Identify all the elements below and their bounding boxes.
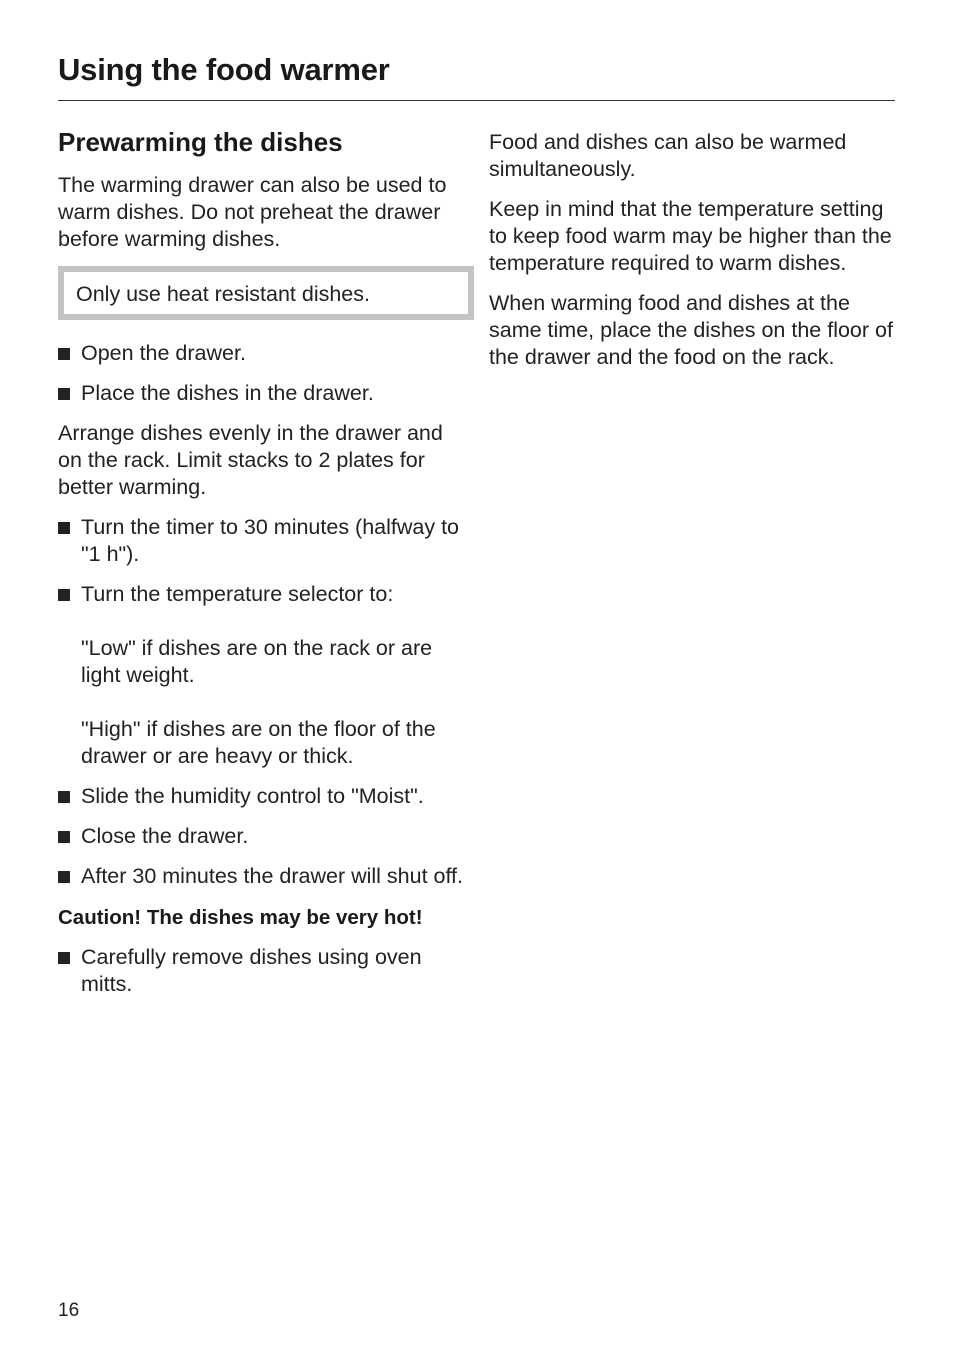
- page-title: Using the food warmer: [58, 52, 390, 87]
- list-item: [58, 783, 466, 810]
- right-paragraph: When warming food and dishes at the same time, place the dishes on the floor of the drawer and the food on the rack.: [489, 291, 893, 369]
- bullet-square-icon: [58, 348, 70, 360]
- list-item-text: Turn the timer to 30 minutes (halfway to "1 h").: [81, 515, 460, 566]
- list-item: [58, 944, 466, 998]
- list-item-text: After 30 minutes the drawer will shut off.: [81, 864, 464, 888]
- section-heading: Prewarming the dishes: [58, 127, 343, 157]
- list-item-text: Close the drawer.: [81, 824, 249, 848]
- temp-high-option: "High" if dishes are on the floor of the drawer or are heavy or thick.: [81, 717, 436, 768]
- arrange-paragraph: Arrange dishes evenly in the drawer and on the rack. Limit stacks to 2 plates for better warming.: [58, 421, 443, 499]
- right-column: [489, 129, 901, 384]
- list-item-text: Open the drawer.: [81, 341, 246, 365]
- temp-low-option: "Low" if dishes are on the rack or are light weight.: [81, 636, 433, 687]
- left-column: [58, 126, 466, 1011]
- list-item: [58, 823, 466, 850]
- caution-heading: Caution! The dishes may be very hot!: [58, 906, 423, 929]
- right-paragraph: Food and dishes can also be warmed simultaneously.: [489, 130, 847, 181]
- page-number: 16: [58, 1300, 80, 1321]
- list-item-text: Place the dishes in the drawer.: [81, 381, 374, 405]
- bullet-square-icon: [58, 791, 70, 803]
- note-box: Only use heat resistant dishes.: [58, 266, 474, 320]
- list-item: [58, 340, 466, 367]
- bullet-square-icon: [58, 589, 70, 601]
- list-item: [58, 514, 466, 568]
- right-paragraph: Keep in mind that the temperature setting to keep food warm may be higher than the temperature required to warm dishes.: [489, 197, 892, 275]
- list-item-text: Carefully remove dishes using oven mitts.: [81, 945, 422, 996]
- bullet-square-icon: [58, 952, 70, 964]
- list-item-text: Turn the temperature selector to:: [81, 582, 394, 606]
- bullet-square-icon: [58, 871, 70, 883]
- title-divider: [58, 100, 895, 101]
- bullet-square-icon: [58, 388, 70, 400]
- list-item-text: Slide the humidity control to "Moist".: [81, 784, 424, 808]
- list-item: [58, 380, 466, 407]
- list-item: [58, 863, 466, 890]
- intro-paragraph: The warming drawer can also be used to warm dishes. Do not preheat the drawer before warming dishes.: [58, 173, 447, 251]
- bullet-square-icon: [58, 522, 70, 534]
- list-item: [58, 581, 466, 770]
- bullet-square-icon: [58, 831, 70, 843]
